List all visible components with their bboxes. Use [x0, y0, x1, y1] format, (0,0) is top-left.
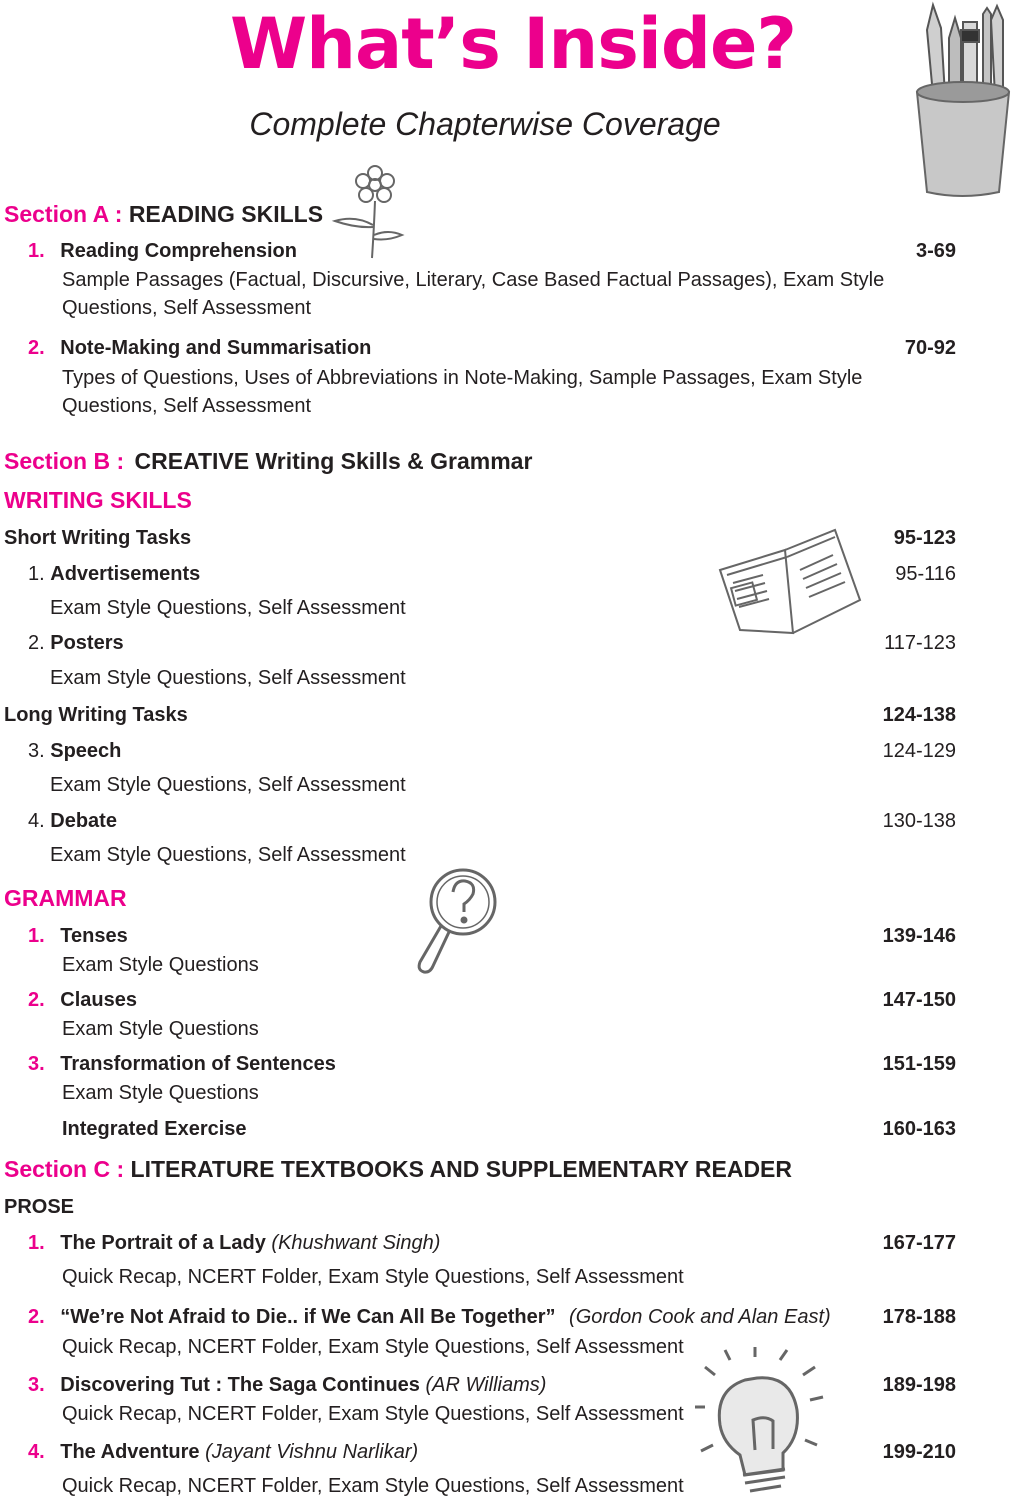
- chapter-description: Exam Style Questions: [62, 1082, 259, 1104]
- chapter-description: Exam Style Questions, Self Assessment: [50, 774, 406, 796]
- list-item: 4. Debate: [28, 810, 117, 832]
- page-range: 160-163: [882, 1118, 956, 1140]
- page-range: 151-159: [882, 1053, 956, 1075]
- section-c-name: LITERATURE TEXTBOOKS AND SUPPLEMENTARY READER: [130, 1156, 793, 1182]
- page-title: What’s Inside?: [229, 3, 797, 85]
- list-item: 1. Tenses: [28, 925, 128, 947]
- pencil-cup-icon: [905, 0, 1020, 200]
- page-range: 130-138: [882, 810, 956, 832]
- page-range: 3-69: [915, 240, 956, 262]
- chapter-description: Exam Style Questions, Self Assessment: [50, 597, 406, 619]
- page-range: 147-150: [882, 989, 956, 1011]
- page-range: 124-129: [882, 740, 956, 762]
- chapter-title: Advertisements: [50, 563, 201, 585]
- chapter-title: Speech: [50, 740, 122, 762]
- chapter-description: Exam Style Questions, Self Assessment: [50, 667, 406, 689]
- chapter-description: Exam Style Questions, Self Assessment: [50, 844, 406, 866]
- chapter-description: Types of Questions, Uses of Abbreviations in Note-Making, Sample Passages, Exam Style Questions, Self Assessment: [62, 367, 863, 417]
- page-range: 178-188: [882, 1306, 956, 1328]
- chapter-description: Sample Passages (Factual, Discursive, Literary, Case Based Factual Passages), Exam Style Questions, Self Assessment: [62, 269, 885, 319]
- chapter-description: Quick Recap, NCERT Folder, Exam Style Questions, Self Assessment: [62, 1403, 684, 1425]
- chapter-author: (Jayant Vishnu Narlikar): [205, 1441, 419, 1463]
- list-item: 2. “We’re Not Afraid to Die.. if We Can All Be Together” (Gordon Cook and Alan East): [28, 1306, 831, 1328]
- section-a-heading: [4, 200, 323, 228]
- section-c-heading: [4, 1155, 792, 1183]
- page-range: 95-123: [893, 527, 956, 549]
- long-writing-tasks-label: Long Writing Tasks: [4, 704, 188, 726]
- chapter-description: Quick Recap, NCERT Folder, Exam Style Questions, Self Assessment: [62, 1336, 684, 1358]
- chapter-title: Posters: [50, 632, 124, 654]
- list-item: 1. Reading Comprehension: [28, 240, 297, 262]
- list-item: 1. Advertisements: [28, 563, 201, 585]
- page-range: 70-92: [904, 337, 956, 359]
- list-item: 3. Discovering Tut : The Saga Continues (AR Williams): [28, 1374, 547, 1396]
- page-range: 117-123: [884, 632, 956, 654]
- chapter-title: Note-Making and Summarisation: [60, 337, 372, 359]
- chapter-title: Transformation of Sentences: [60, 1053, 336, 1075]
- chapter-title: The Portrait of a Lady: [60, 1232, 266, 1254]
- chapter-author: (Khushwant Singh): [271, 1232, 441, 1254]
- chapter-title: Clauses: [60, 989, 137, 1011]
- section-c-label: Section C :: [4, 1156, 125, 1182]
- prose-heading: PROSE: [4, 1196, 75, 1218]
- chapter-description: Quick Recap, NCERT Folder, Exam Style Questions, Self Assessment: [62, 1266, 684, 1288]
- page-range: 95-116: [895, 563, 956, 585]
- writing-skills-heading: WRITING SKILLS: [4, 487, 192, 513]
- list-item: 1. The Portrait of a Lady (Khushwant Singh): [28, 1232, 441, 1254]
- page-range: 124-138: [882, 704, 956, 726]
- page-range: 189-198: [882, 1374, 956, 1396]
- list-item: 2. Clauses: [28, 989, 137, 1011]
- chapter-author: (AR Williams): [425, 1374, 547, 1396]
- chapter-description: Quick Recap, NCERT Folder, Exam Style Questions, Self Assessment: [62, 1475, 684, 1497]
- section-b-label: Section B :: [4, 448, 125, 474]
- chapter-description: Exam Style Questions: [62, 954, 259, 976]
- section-b-name: CREATIVE Writing Skills & Grammar: [134, 448, 533, 474]
- flower-icon: [330, 163, 410, 263]
- chapter-title: Discovering Tut : The Saga Continues: [60, 1374, 420, 1396]
- grammar-heading: GRAMMAR: [4, 885, 127, 911]
- list-item: 3. Speech: [28, 740, 122, 762]
- chapter-title: “We’re Not Afraid to Die.. if We Can All Be Together”: [60, 1306, 556, 1328]
- chapter-title: Tenses: [60, 925, 128, 947]
- short-writing-tasks-label: Short Writing Tasks: [4, 527, 192, 549]
- open-book-icon: [715, 525, 865, 640]
- list-item: 2. Note-Making and Summarisation: [28, 337, 372, 359]
- chapter-author: (Gordon Cook and Alan East): [569, 1306, 831, 1328]
- chapter-title: The Adventure: [60, 1441, 200, 1463]
- chapter-title: Debate: [50, 810, 117, 832]
- list-item: 2. Posters: [28, 632, 124, 654]
- page-range: 139-146: [882, 925, 956, 947]
- light-bulb-icon: [695, 1345, 830, 1500]
- page-range: 199-210: [882, 1441, 956, 1463]
- page-subtitle: Complete Chapterwise Coverage: [249, 106, 721, 142]
- list-item: 4. The Adventure (Jayant Vishnu Narlikar): [28, 1441, 419, 1463]
- chapter-title: Reading Comprehension: [60, 240, 297, 262]
- section-b-heading: [4, 447, 532, 475]
- integrated-exercise-title: Integrated Exercise: [62, 1118, 247, 1140]
- chapter-description: Exam Style Questions: [62, 1018, 259, 1040]
- section-a-label: Section A :: [4, 201, 123, 227]
- section-a-name: READING SKILLS: [128, 201, 324, 227]
- page-range: 167-177: [882, 1232, 956, 1254]
- magnifier-question-icon: [408, 862, 508, 982]
- list-item: 3. Transformation of Sentences: [28, 1053, 336, 1075]
